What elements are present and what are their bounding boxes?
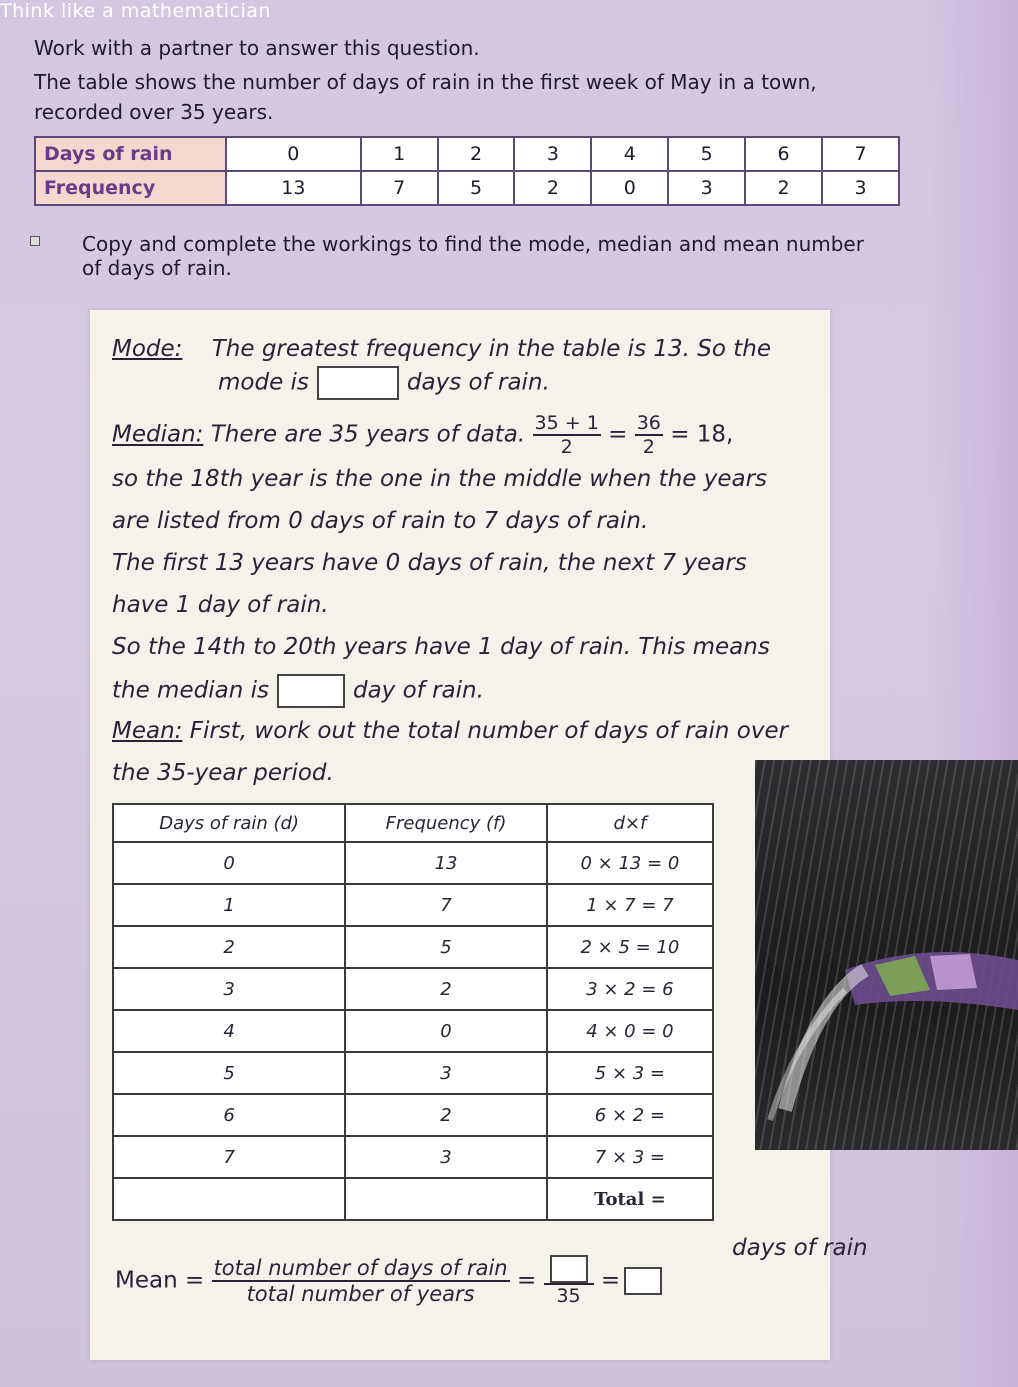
- day-cell: 7: [822, 137, 899, 171]
- work-table-header-row: [113, 804, 713, 842]
- product-column-header: d×f: [547, 804, 713, 842]
- mean-formula-label: Mean =: [115, 1267, 205, 1294]
- mode-line-2a: mode is: [218, 369, 309, 396]
- days-cell: 2: [113, 926, 345, 968]
- mean-line-1: [112, 718, 788, 744]
- empty-cell: [345, 1178, 547, 1220]
- table-row: [113, 1052, 713, 1094]
- median-fraction-2: $\frac{36}{2}$: [636, 412, 661, 458]
- rain-data-table: [34, 136, 900, 206]
- question-text-2: of days of rain.: [82, 256, 232, 280]
- rain-umbrella-photo: [755, 760, 1018, 1150]
- frequency-cell: 3: [345, 1052, 547, 1094]
- table-row: [113, 1094, 713, 1136]
- median-line-1: Median: There are 35 years of data. $\frac{35 + 1}{2}$ = $\frac{36}{2}$ = 18,: [112, 412, 734, 458]
- frequency-cell: 3: [822, 171, 899, 205]
- total-cell[interactable]: Total =: [547, 1178, 713, 1220]
- median-intro: There are 35 years of data.: [210, 421, 526, 448]
- table-row: [113, 842, 713, 884]
- frequency-cell: 13: [226, 171, 361, 205]
- median-line-3: are listed from 0 days of rain to 7 days of rain.: [112, 508, 649, 534]
- day-cell: 2: [438, 137, 515, 171]
- mode-answer-line: [218, 366, 550, 400]
- product-cell: 7 × 3 =: [547, 1136, 713, 1178]
- table-row: [113, 968, 713, 1010]
- frequency-cell: 0: [591, 171, 668, 205]
- frequency-cell: 7: [345, 884, 547, 926]
- day-cell: 4: [591, 137, 668, 171]
- mean-numerator-fraction: 35: [544, 1255, 594, 1307]
- frequency-cell: 2: [345, 1094, 547, 1136]
- frequency-cell: 2: [345, 968, 547, 1010]
- mode-section: [112, 336, 771, 362]
- mean-formula: Mean = $\frac{\text{total number of days of rain}}{\text{total number of years}}$ = 35 =: [115, 1255, 666, 1307]
- mean-answer-box[interactable]: [624, 1267, 662, 1295]
- frequency-row: [35, 171, 899, 205]
- total-row: [113, 1178, 713, 1220]
- day-cell: 6: [745, 137, 822, 171]
- days-cell: 6: [113, 1094, 345, 1136]
- median-result: = 18,: [670, 421, 734, 448]
- product-cell: 4 × 0 = 0: [547, 1010, 713, 1052]
- mode-label: Mode:: [112, 336, 183, 362]
- days-cell: 7: [113, 1136, 345, 1178]
- frequency-cell: 5: [345, 926, 547, 968]
- page-edge-strip: [928, 0, 1018, 1387]
- mean-formula-fraction: $\frac{\text{total number of days of rain}}{\text{total number of years}}$: [213, 1256, 508, 1306]
- median-label: Median:: [112, 421, 204, 448]
- frequency-cell: 5: [438, 171, 515, 205]
- mean-label: Mean:: [112, 718, 183, 744]
- mean-intro: First, work out the total number of days of rain over: [189, 718, 789, 744]
- day-cell: 1: [361, 137, 438, 171]
- median-line-6: So the 14th to 20th years have 1 day of rain. This means: [112, 634, 770, 660]
- frequency-cell: 13: [345, 842, 547, 884]
- days-cell: 1: [113, 884, 345, 926]
- frequency-cell: 2: [514, 171, 591, 205]
- day-cell: 0: [226, 137, 361, 171]
- median-line-7a: the median is: [112, 677, 269, 704]
- empty-cell: [113, 1178, 345, 1220]
- intro-line-2: The table shows the number of days of rain in the first week of May in a town,: [34, 70, 817, 94]
- product-cell: 6 × 2 =: [547, 1094, 713, 1136]
- days-column-header: Days of rain (d): [113, 804, 345, 842]
- frequency-cell: 7: [361, 171, 438, 205]
- days-cell: 3: [113, 968, 345, 1010]
- median-answer-box[interactable]: [277, 674, 345, 708]
- median-line-5: have 1 day of rain.: [112, 592, 329, 618]
- mean-total-box[interactable]: [550, 1255, 588, 1283]
- mean-working-table: [112, 803, 714, 1221]
- median-line-7b: day of rain.: [352, 677, 484, 704]
- days-row: [35, 137, 899, 171]
- product-cell: 5 × 3 =: [547, 1052, 713, 1094]
- mode-line-1: The greatest frequency in the table is 13. So the: [211, 336, 771, 362]
- frequency-cell: 2: [745, 171, 822, 205]
- question-bullet: [30, 236, 40, 246]
- day-cell: 3: [514, 137, 591, 171]
- median-line-4: The first 13 years have 0 days of rain, the next 7 years: [112, 550, 747, 576]
- day-cell: 5: [668, 137, 745, 171]
- table-row: [113, 1010, 713, 1052]
- days-cell: 0: [113, 842, 345, 884]
- median-line-2: so the 18th year is the one in the middle when the years: [112, 466, 768, 492]
- product-cell: 3 × 2 = 6: [547, 968, 713, 1010]
- mean-line-2: the 35-year period.: [112, 760, 334, 786]
- median-fraction-1: $\frac{35 + 1}{2}$: [534, 412, 599, 458]
- table-row: [113, 884, 713, 926]
- median-answer-line: [112, 674, 484, 708]
- frequency-cell: 0: [345, 1010, 547, 1052]
- mode-answer-box[interactable]: [317, 366, 399, 400]
- product-cell: 1 × 7 = 7: [547, 884, 713, 926]
- table-row: [113, 926, 713, 968]
- days-cell: 4: [113, 1010, 345, 1052]
- days-cell: 5: [113, 1052, 345, 1094]
- product-cell: 0 × 13 = 0: [547, 842, 713, 884]
- frequency-column-header: Frequency (f): [345, 804, 547, 842]
- frequency-cell: 3: [345, 1136, 547, 1178]
- umbrella-illustration: [755, 760, 1018, 1150]
- intro-line-1: Work with a partner to answer this question.: [34, 36, 480, 60]
- mode-line-2b: days of rain.: [406, 369, 550, 396]
- question-text: Copy and complete the workings to find the mode, median and mean number: [82, 232, 864, 256]
- table-row: [113, 1136, 713, 1178]
- mean-units: days of rain: [732, 1235, 868, 1261]
- frequency-header: Frequency: [35, 171, 226, 205]
- product-cell: 2 × 5 = 10: [547, 926, 713, 968]
- frequency-cell: 3: [668, 171, 745, 205]
- section-header: Think like a mathematician: [0, 0, 271, 22]
- days-of-rain-header: Days of rain: [35, 137, 226, 171]
- intro-line-3: recorded over 35 years.: [34, 100, 274, 124]
